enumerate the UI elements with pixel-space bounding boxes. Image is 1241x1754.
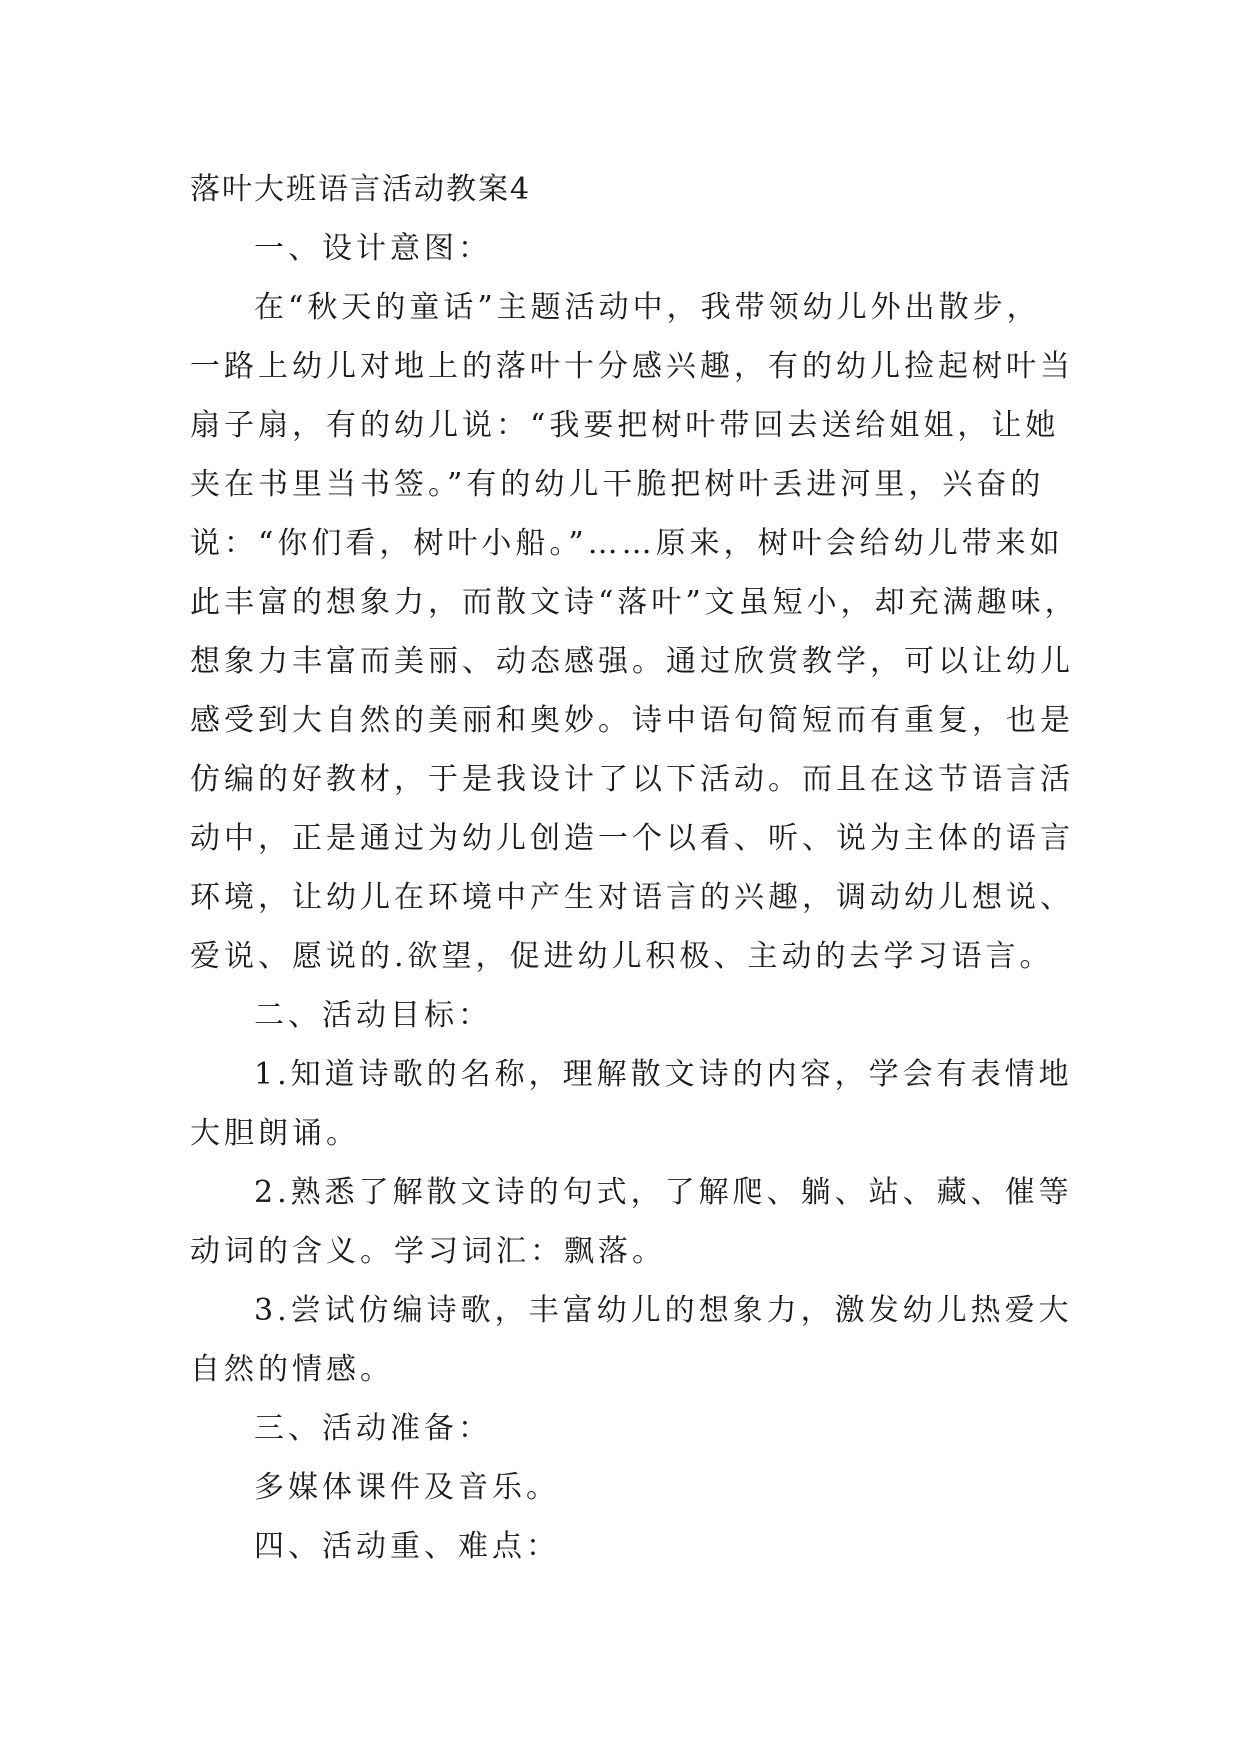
goal-item-1-continued: 大胆朗诵。 xyxy=(190,1116,360,1151)
goal-item-2: 2.熟悉了解散文诗的句式，了解爬、躺、站、藏、催等 xyxy=(254,1175,1073,1210)
paragraph-line: 扇子扇，有的幼儿说：“我要把树叶带回去送给姐姐，让她 xyxy=(190,408,1060,443)
paragraph-line: 在“秋天的童话”主题活动中，我带领幼儿外出散步， xyxy=(254,290,1041,325)
document-title: 落叶大班语言活动教案4 xyxy=(190,172,532,207)
goal-item-3: 3.尝试仿编诗歌，丰富幼儿的想象力，激发幼儿热爱大 xyxy=(254,1293,1073,1328)
paragraph-line: 仿编的好教材，于是我设计了以下活动。而且在这节语言活 xyxy=(190,762,1074,797)
section-heading-activity-goals: 二、活动目标： xyxy=(254,998,492,1033)
paragraph-line: 想象力丰富而美丽、动态感强。通过欣赏教学，可以让幼儿 xyxy=(190,644,1074,679)
section-heading-key-points: 四、活动重、难点： xyxy=(254,1529,560,1564)
goal-item-1: 1.知道诗歌的名称，理解散文诗的内容，学会有表情地 xyxy=(254,1057,1073,1092)
paragraph-line: 动中，正是通过为幼儿创造一个以看、听、说为主体的语言 xyxy=(190,821,1074,856)
paragraph-line: 说：“你们看，树叶小船。”……原来，树叶会给幼儿带来如 xyxy=(190,526,1064,561)
preparation-text: 多媒体课件及音乐。 xyxy=(254,1470,560,1505)
paragraph-line: 一路上幼儿对地上的落叶十分感兴趣，有的幼儿捡起树叶当 xyxy=(190,349,1074,384)
paragraph-line: 爱说、愿说的.欲望，促进幼儿积极、主动的去学习语言。 xyxy=(190,939,1054,974)
paragraph-line: 感受到大自然的美丽和奥妙。诗中语句简短而有重复，也是 xyxy=(190,703,1074,738)
paragraph-line: 此丰富的想象力，而散文诗“落叶”文虽短小，却充满趣味， xyxy=(190,585,1079,620)
document-body xyxy=(190,160,1079,1576)
goal-item-2-continued: 动词的含义。学习词汇：飘落。 xyxy=(190,1234,666,1269)
section-heading-preparation: 三、活动准备： xyxy=(254,1411,492,1446)
goal-item-3-continued: 自然的情感。 xyxy=(190,1352,394,1387)
section-heading-design-intent: 一、设计意图： xyxy=(254,231,492,266)
paragraph-line: 环境，让幼儿在环境中产生对语言的兴趣，调动幼儿想说、 xyxy=(190,880,1074,915)
paragraph-line: 夹在书里当书签。”有的幼儿干脆把树叶丢进河里，兴奋的 xyxy=(190,467,1045,502)
